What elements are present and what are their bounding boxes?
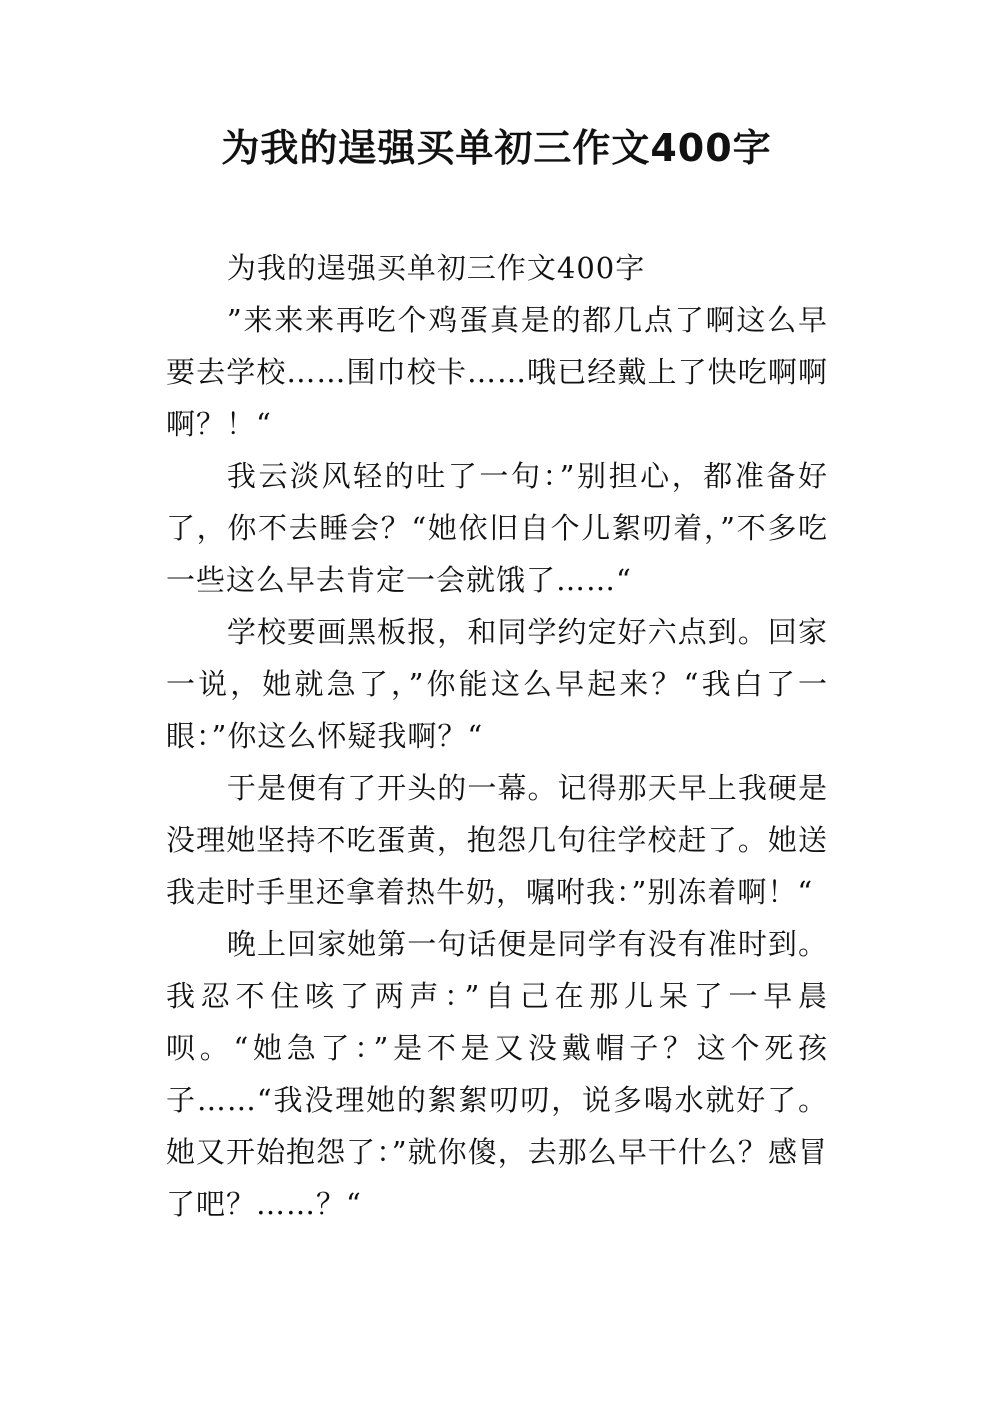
document-body (166, 242, 828, 1230)
paragraph: 我云淡风轻的吐了一句：”别担心，都准备好了，你不去睡会？“她依旧自个儿絮叨着，”不多吃一些这么早去肯定一会就饿了……“ (166, 459, 828, 597)
paragraph-heading: 为我的逞强买单初三作文400字 (226, 251, 646, 285)
paragraph: ”来来来再吃个鸡蛋真是的都几点了啊这么早要去学校……围巾校卡……哦已经戴上了快吃啊啊啊？！“ (166, 303, 828, 441)
document-title: 为我的逞强买单初三作文400字 (221, 126, 772, 170)
paragraph: 晚上回家她第一句话便是同学有没有准时到。我忍不住咳了两声：”自己在那儿呆了一早晨呗。“她急了：”是不是又没戴帽子？这个死孩子……“我没理她的絮絮叨叨，说多喝水就好了。她又开始抱怨了：”就你傻，去那么早干什么？感冒了吧？……？“ (166, 927, 828, 1221)
paragraph: 学校要画黑板报，和同学约定好六点到。回家一说，她就急了，”你能这么早起来？“我白了一眼：”你这么怀疑我啊？“ (166, 615, 828, 753)
paragraph: 于是便有了开头的一幕。记得那天早上我硬是没理她坚持不吃蛋黄，抱怨几句往学校赶了。她送我走时手里还拿着热牛奶，嘱咐我：”别冻着啊！“ (166, 771, 828, 909)
